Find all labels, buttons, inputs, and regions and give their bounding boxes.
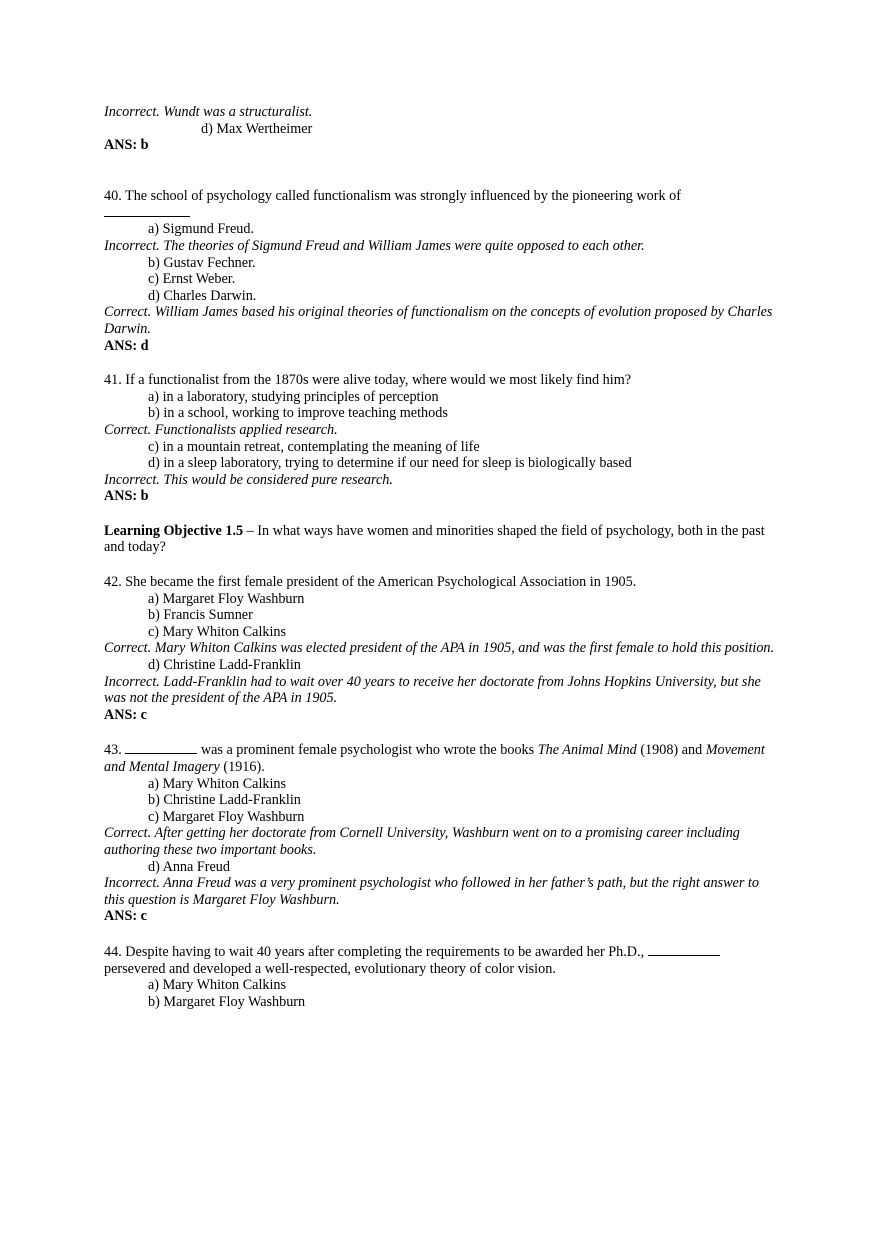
option-d: d) Christine Ladd-Franklin bbox=[148, 657, 301, 674]
feedback-text: Correct. After getting her doctorate from Cornell University, Washburn went on to a promising career including authoring these two important books. bbox=[104, 825, 740, 858]
stem-text: persevered and developed a well-respected, evolutionary theory of color vision. bbox=[104, 960, 556, 977]
stem-text: 44. Despite having to wait 40 years after completing the requirements to be awarded her Ph.D., bbox=[104, 943, 648, 960]
option-d: d) Max Wertheimer bbox=[201, 120, 313, 137]
answer-key: ANS: b bbox=[104, 488, 149, 505]
answer-blank bbox=[104, 204, 190, 217]
feedback-text: Correct. Mary Whiton Calkins was elected president of the APA in 1905, and was the first female to hold this position. bbox=[104, 640, 775, 657]
option-d: d) Charles Darwin. bbox=[148, 287, 257, 304]
option-a: a) Sigmund Freud. bbox=[148, 221, 255, 238]
learning-objective-text: – In what ways have women and minorities shaped the field of psychology, both in the past and today? bbox=[104, 522, 765, 556]
answer-key: ANS: d bbox=[104, 337, 149, 354]
question-stem: 40. The school of psychology called functionalism was strongly influenced by the pioneering work of bbox=[104, 187, 681, 204]
stem-text: (1916). bbox=[219, 759, 265, 775]
question-44 bbox=[104, 943, 780, 1010]
option-d: d) Anna Freud bbox=[148, 858, 230, 875]
feedback-text: Incorrect. The theories of Sigmund Freud and William James were quite opposed to each other. bbox=[104, 237, 645, 254]
answer-key: ANS: c bbox=[104, 908, 147, 925]
question-40 bbox=[104, 188, 780, 354]
feedback-text: Correct. Functionalists applied research. bbox=[104, 421, 338, 438]
answer-key: ANS: c bbox=[104, 706, 147, 723]
option-a: a) Mary Whiton Calkins bbox=[148, 775, 287, 792]
book-title: The Animal Mind bbox=[537, 742, 637, 759]
question-number: 43. bbox=[104, 742, 122, 759]
question-43 bbox=[104, 741, 780, 925]
option-a: a) Margaret Floy Washburn bbox=[148, 590, 305, 607]
option-a: a) in a laboratory, studying principles of perception bbox=[148, 388, 439, 405]
learning-objective-label: Learning Objective 1.5 bbox=[104, 522, 244, 539]
feedback-text: Incorrect. Wundt was a structuralist. bbox=[104, 104, 313, 120]
question-stem: 41. If a functionalist from the 1870s were alive today, where would we most likely find him? bbox=[104, 372, 632, 389]
question-42 bbox=[104, 574, 780, 723]
answer-blank-row bbox=[104, 204, 780, 221]
question-stem: 42. She became the first female president of the American Psychological Association in 1905. bbox=[104, 574, 637, 591]
stem-text: (1908) and bbox=[636, 742, 706, 759]
page-content bbox=[104, 104, 780, 1010]
stem-text: was a prominent female psychologist who wrote the books bbox=[197, 742, 538, 759]
answer-blank bbox=[648, 943, 720, 956]
question-stem bbox=[104, 741, 780, 775]
option-b: b) Margaret Floy Washburn bbox=[148, 993, 306, 1010]
option-b: b) Christine Ladd-Franklin bbox=[148, 792, 301, 809]
feedback-text: Correct. William James based his original theories of functionalism on the concepts of evolution proposed by Charles Darwin. bbox=[104, 304, 773, 337]
answer-blank bbox=[125, 741, 197, 754]
learning-objective bbox=[104, 523, 780, 556]
question-41 bbox=[104, 372, 780, 505]
option-d: d) in a sleep laboratory, trying to determine if our need for sleep is biologically based bbox=[148, 455, 632, 472]
book-title: Movement and Mental Imagery bbox=[104, 742, 765, 775]
feedback-text: Incorrect. Ladd-Franklin had to wait over 40 years to receive her doctorate from Johns Hopkins University, but she was not the president of the APA in 1905. bbox=[104, 673, 761, 707]
option-b: b) Gustav Fechner. bbox=[148, 254, 256, 271]
option-c: c) Margaret Floy Washburn bbox=[148, 808, 305, 825]
option-a: a) Mary Whiton Calkins bbox=[148, 977, 287, 994]
feedback-text: Incorrect. This would be considered pure research. bbox=[104, 471, 393, 488]
option-c: c) Mary Whiton Calkins bbox=[148, 623, 287, 640]
answer-key: ANS: b bbox=[104, 137, 149, 154]
question-stem bbox=[104, 943, 780, 977]
option-b: b) Francis Sumner bbox=[148, 607, 253, 624]
feedback-text: Incorrect. Anna Freud was a very prominent psychologist who followed in her father’s path, but the right answer to this question is Margaret Floy Washburn. bbox=[104, 875, 759, 908]
option-c: c) in a mountain retreat, contemplating the meaning of life bbox=[148, 438, 480, 455]
option-c: c) Ernst Weber. bbox=[148, 271, 236, 288]
option-b: b) in a school, working to improve teaching methods bbox=[148, 405, 448, 422]
